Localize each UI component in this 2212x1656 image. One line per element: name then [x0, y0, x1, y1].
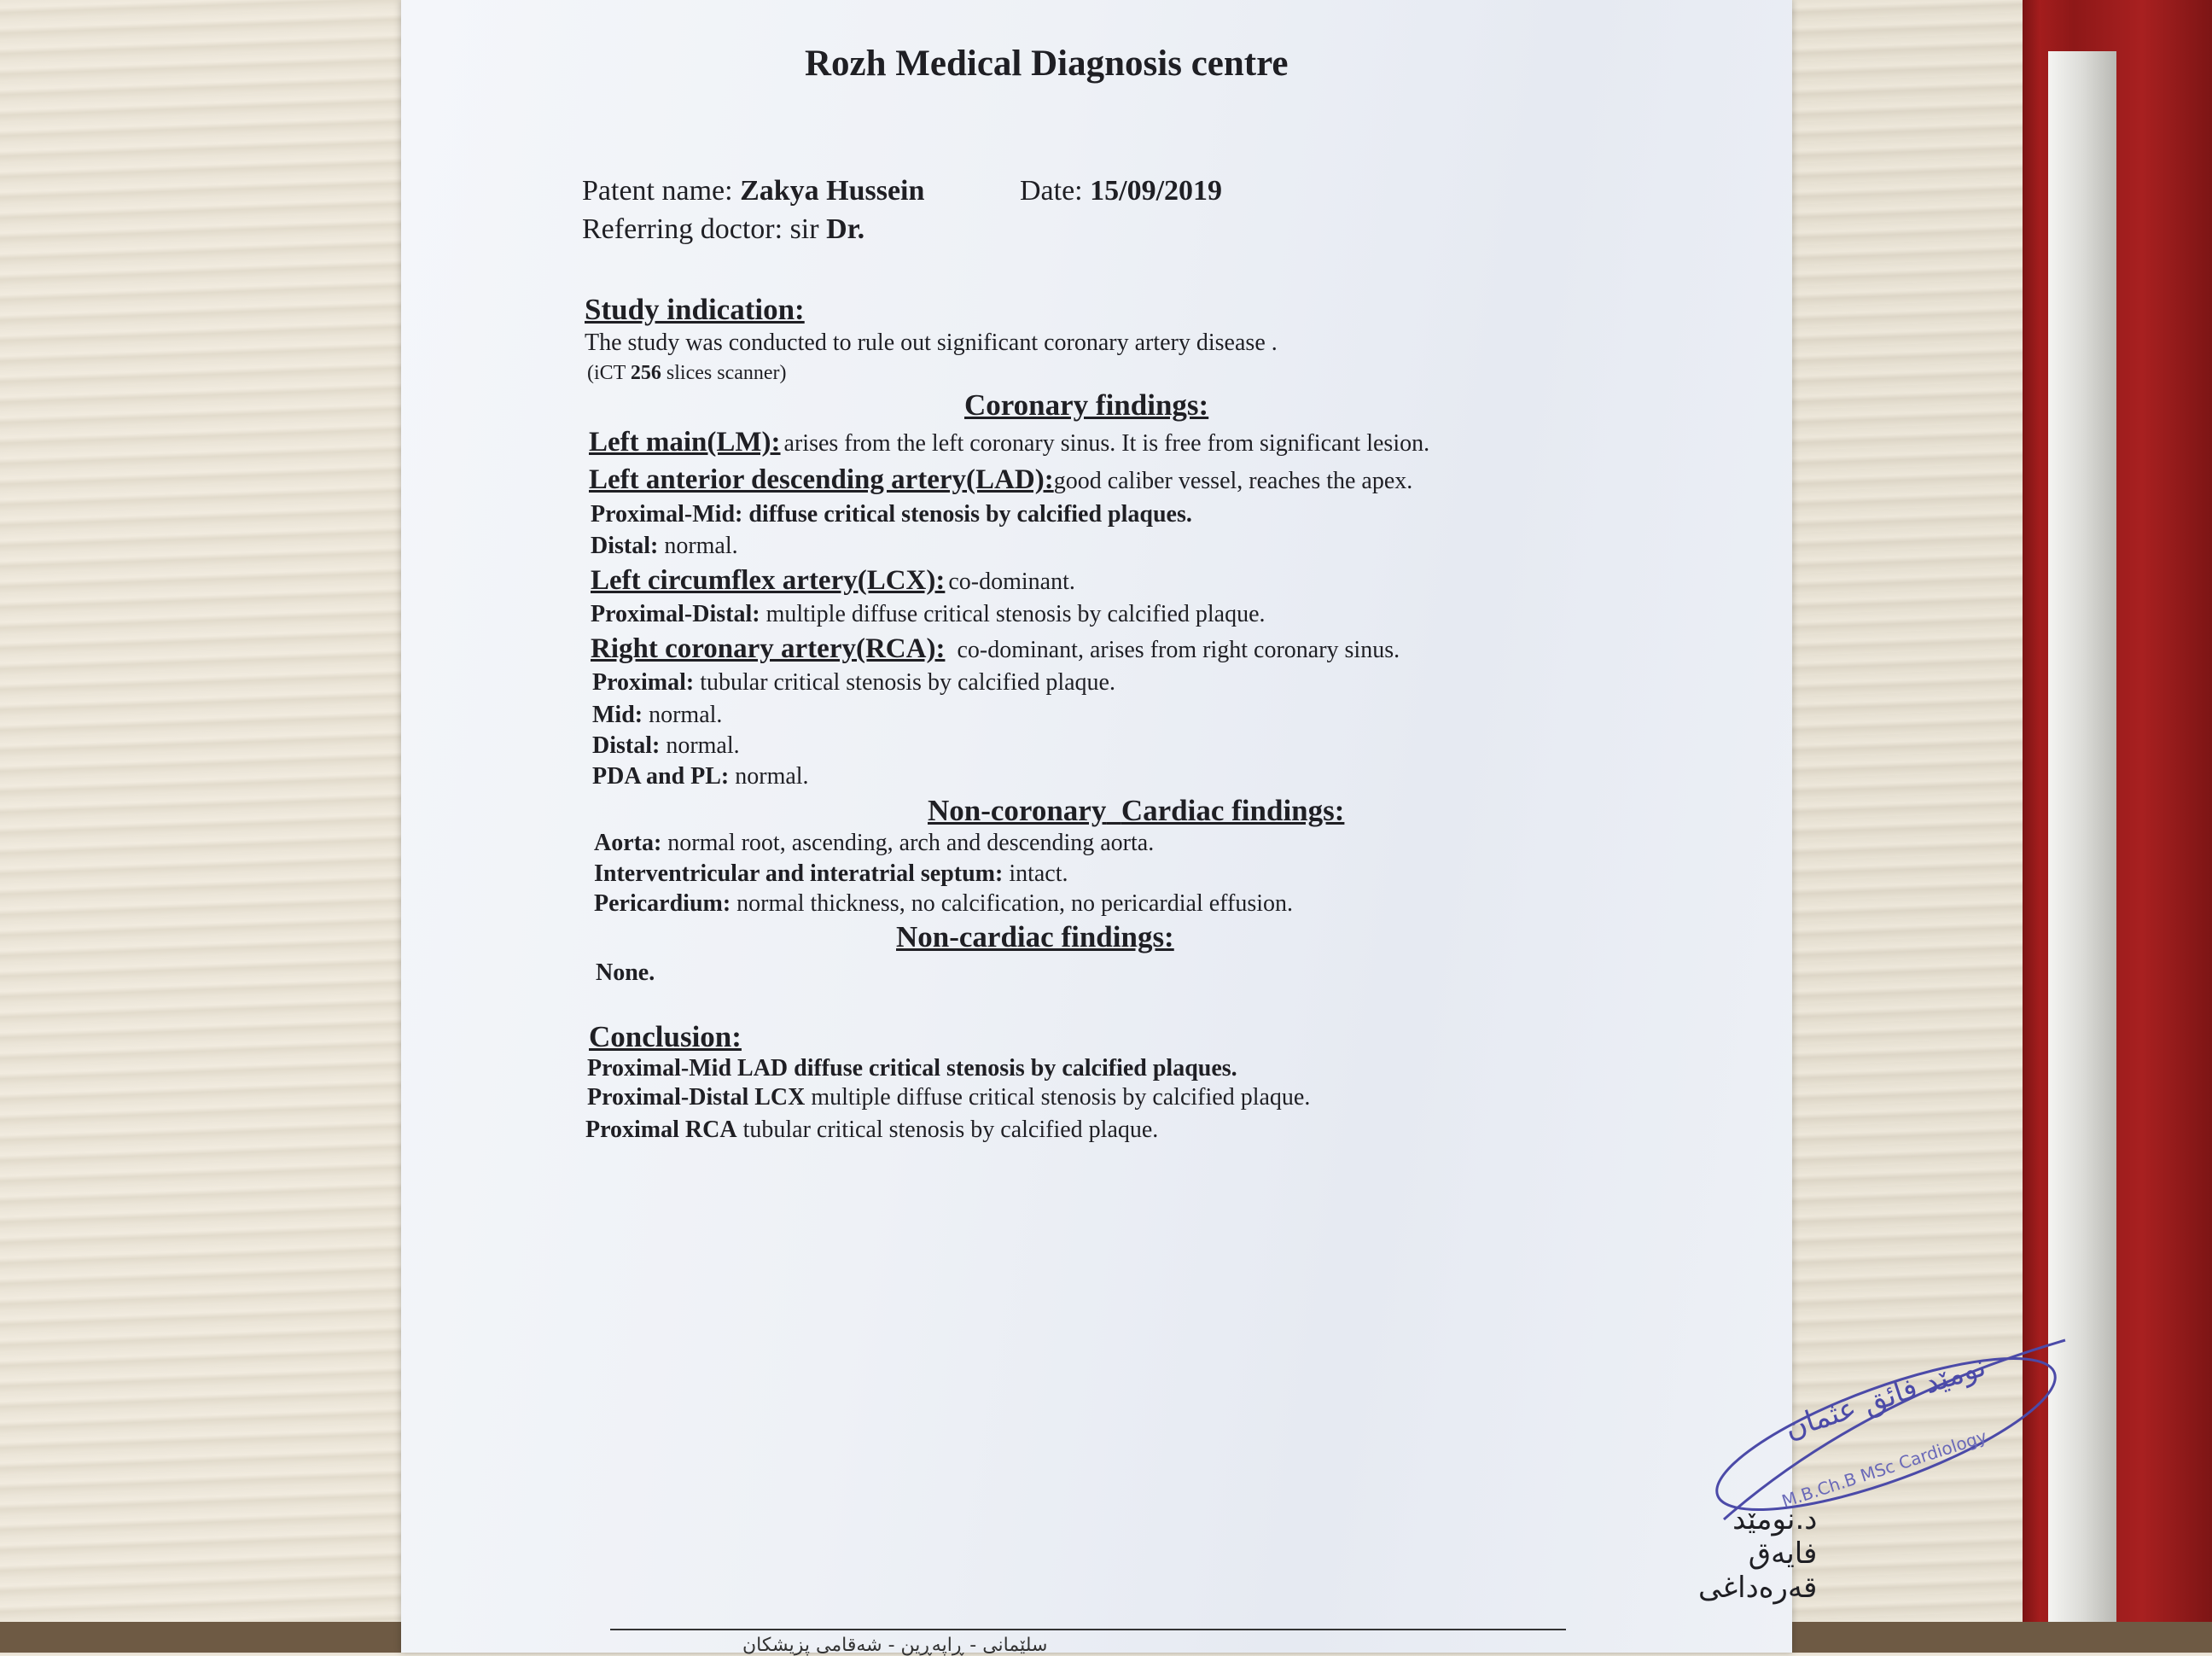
date-value: 15/09/2019	[1090, 175, 1223, 207]
aorta-line: Aorta: normal root, ascending, arch and descending aorta.	[594, 830, 1155, 856]
stamp-text-1: نومێد فائق عثمان	[1780, 1349, 1990, 1447]
referring-label: Referring doctor: sir	[582, 213, 819, 245]
date-label: Date:	[1020, 175, 1083, 207]
rca-label: Right coronary artery(RCA):	[591, 633, 946, 664]
stamp-text-2: M.B.Ch.B MSc Cardiology	[1778, 1426, 1990, 1512]
study-text: The study was conducted to rule out significant coronary artery disease .	[585, 329, 1278, 356]
lm-text: arises from the left coronary sinus. It is free from significant lesion.	[783, 430, 1430, 457]
patient-label: Patent name:	[582, 175, 733, 207]
scanner-count: 256	[630, 362, 661, 384]
rca-text: co-dominant, arises from right coronary sinus.	[957, 637, 1400, 663]
lad-text: good caliber vessel, reaches the apex.	[1053, 468, 1413, 494]
lcx-label: Left circumflex artery(LCX):	[591, 565, 946, 596]
lcx-proximal-distal: Proximal-Distal: multiple diffuse critical stenosis by calcified plaque.	[591, 601, 1266, 627]
study-heading: Study indication:	[585, 293, 805, 326]
pda-pl: PDA and PL: normal.	[592, 763, 809, 790]
referring-value: Dr.	[826, 213, 865, 245]
report-sheet	[401, 0, 1990, 1656]
rca-line	[591, 633, 1400, 665]
lad-label: Left anterior descending artery(LAD):	[589, 464, 1054, 495]
conclusion-1: Proximal-Mid LAD diffuse critical stenosis by calcified plaques.	[587, 1055, 1237, 1082]
desk-surface-left	[0, 0, 418, 1653]
lcx-text: co-dominant.	[948, 569, 1075, 595]
noncardiac-text: None.	[596, 959, 655, 986]
lad-line	[589, 464, 1412, 496]
rca-proximal: Proximal: tubular critical stenosis by calcified plaque.	[592, 669, 1115, 696]
septum-line: Interventricular and interatrial septum: intact.	[594, 860, 1068, 887]
date-line	[1020, 175, 1222, 207]
conclusion-2: Proximal-Distal LCX multiple diffuse critical stenosis by calcified plaque.	[587, 1084, 1311, 1111]
lm-line	[589, 427, 1429, 458]
rca-distal: Distal: normal.	[592, 732, 740, 759]
scanner-note: (iCT 256 slices scanner)	[587, 362, 787, 384]
report-title: Rozh Medical Diagnosis centre	[805, 44, 1289, 84]
patient-line	[582, 175, 924, 207]
patient-name: Zakya Hussein	[740, 175, 925, 207]
lcx-line	[591, 565, 1075, 597]
footer-divider	[610, 1629, 1566, 1630]
conclusion-3: Proximal RCA tubular critical stenosis by calcified plaque.	[585, 1117, 1159, 1143]
pericardium-line: Pericardium: normal thickness, no calcification, no pericardial effusion.	[594, 890, 1293, 917]
conclusion-heading: Conclusion:	[589, 1020, 742, 1053]
noncardiac-heading: Non-cardiac findings:	[896, 920, 1174, 953]
lm-label: Left main(LM):	[589, 427, 781, 458]
coronary-heading: Coronary findings:	[964, 388, 1209, 422]
noncoronary-heading: Non-coronary Cardiac findings:	[928, 794, 1345, 827]
rca-mid: Mid: normal.	[592, 702, 723, 728]
signature-name: د.نومێد فایەق قەرەداغی	[1698, 1502, 1818, 1605]
referring-line	[582, 213, 864, 246]
lad-proximal-mid: Proximal-Mid: diffuse critical stenosis by calcified plaques.	[591, 501, 1192, 528]
lad-distal: Distal: normal.	[591, 533, 738, 559]
footer-address: سلێمانی - ڕاپەڕین - شەقامی پزیشکان	[742, 1635, 1048, 1656]
